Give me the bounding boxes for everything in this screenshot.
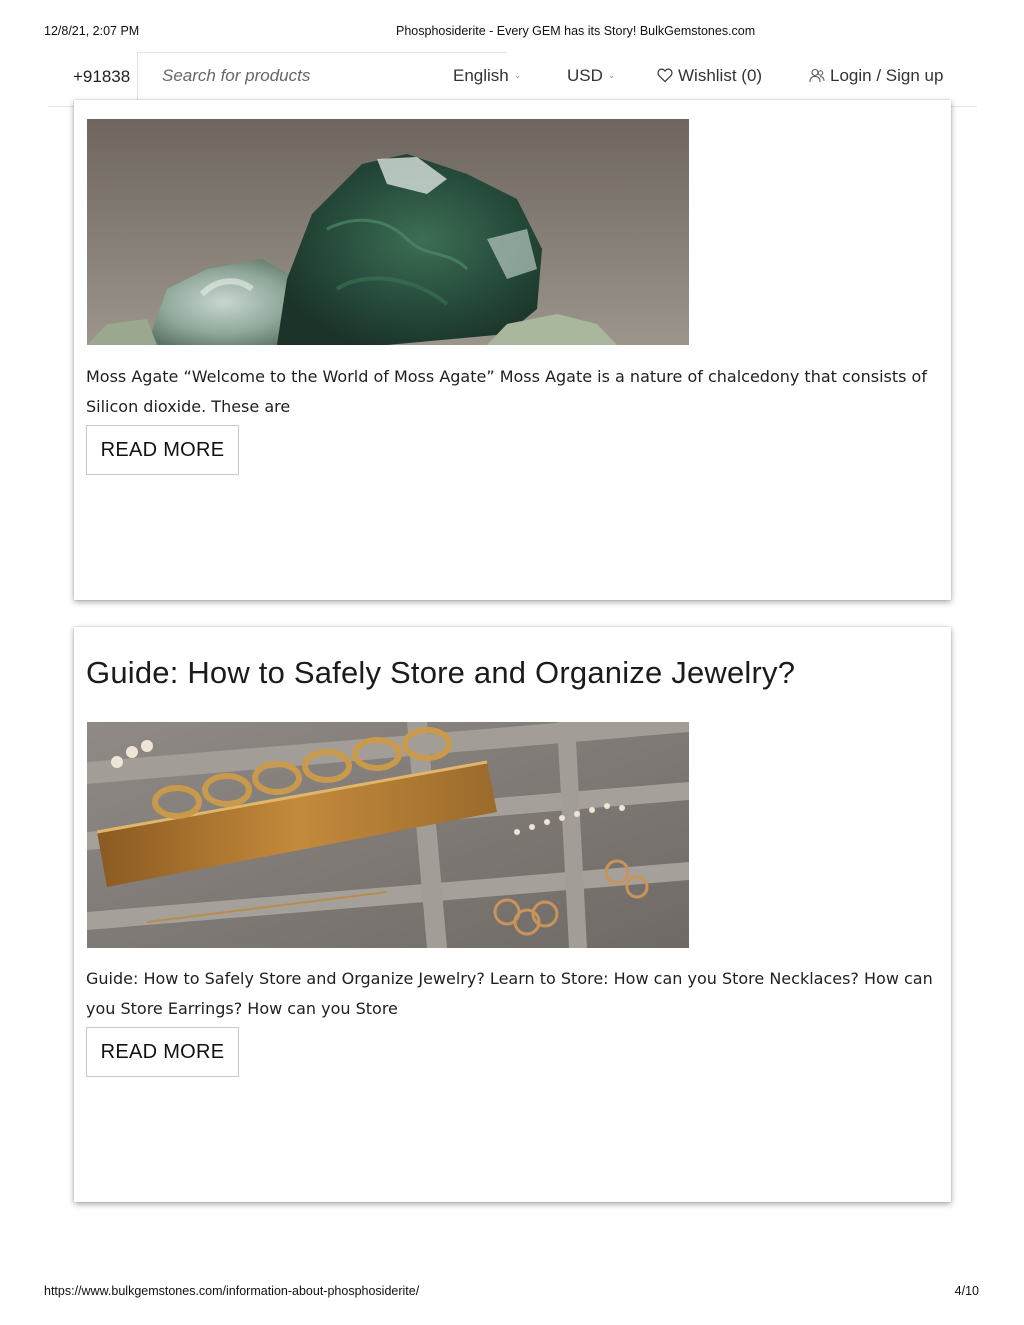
login-label: Login / Sign up (830, 66, 944, 85)
language-label: English (453, 66, 509, 85)
login-signup-link[interactable] (809, 66, 943, 88)
post-title[interactable]: Guide: How to Safely Store and Organize Jewelry? (86, 655, 796, 690)
chevron-down-icon: ⌄ (513, 70, 522, 80)
print-page-title: Phosphosiderite - Every GEM has its Story! BulkGemstones.com (396, 24, 756, 38)
chevron-down-icon: ⌄ (607, 70, 616, 80)
wishlist-label: Wishlist (0) (678, 66, 763, 85)
print-url: https://www.bulkgemstones.com/information-about-phosphosiderite/ (44, 1284, 420, 1298)
search-input[interactable] (162, 66, 492, 86)
jewelry-organizer-photo (87, 722, 689, 948)
currency-selector[interactable] (567, 66, 615, 86)
post-image[interactable] (87, 119, 689, 345)
post-card (74, 627, 951, 1202)
language-selector[interactable] (453, 66, 521, 86)
print-header (0, 24, 1024, 42)
read-more-button[interactable]: READ MORE (86, 425, 239, 475)
print-page-number: 4/10 (954, 1284, 979, 1298)
read-more-button[interactable]: READ MORE (86, 1027, 239, 1077)
top-bar (48, 48, 977, 107)
post-card (74, 100, 951, 600)
post-excerpt: Guide: How to Safely Store and Organize Jewelry? Learn to Store: How can you Store Necklaces? How can you Store Earrings? How can you Store (86, 969, 933, 1018)
moss-agate-photo (87, 119, 689, 345)
search-box[interactable] (137, 52, 507, 102)
post-excerpt: Moss Agate “Welcome to the World of Moss Agate” Moss Agate is a nature of chalcedony that consists of Silicon dioxide. These are (86, 367, 927, 416)
currency-label: USD (567, 66, 603, 85)
wishlist-link[interactable] (657, 66, 762, 88)
heart-icon (657, 68, 673, 88)
print-footer (0, 1284, 1024, 1302)
post-image[interactable] (87, 722, 689, 948)
user-icon (809, 68, 825, 88)
print-datetime: 12/8/21, 2:07 PM (44, 24, 140, 38)
phone-number[interactable]: +91838 (73, 67, 131, 86)
